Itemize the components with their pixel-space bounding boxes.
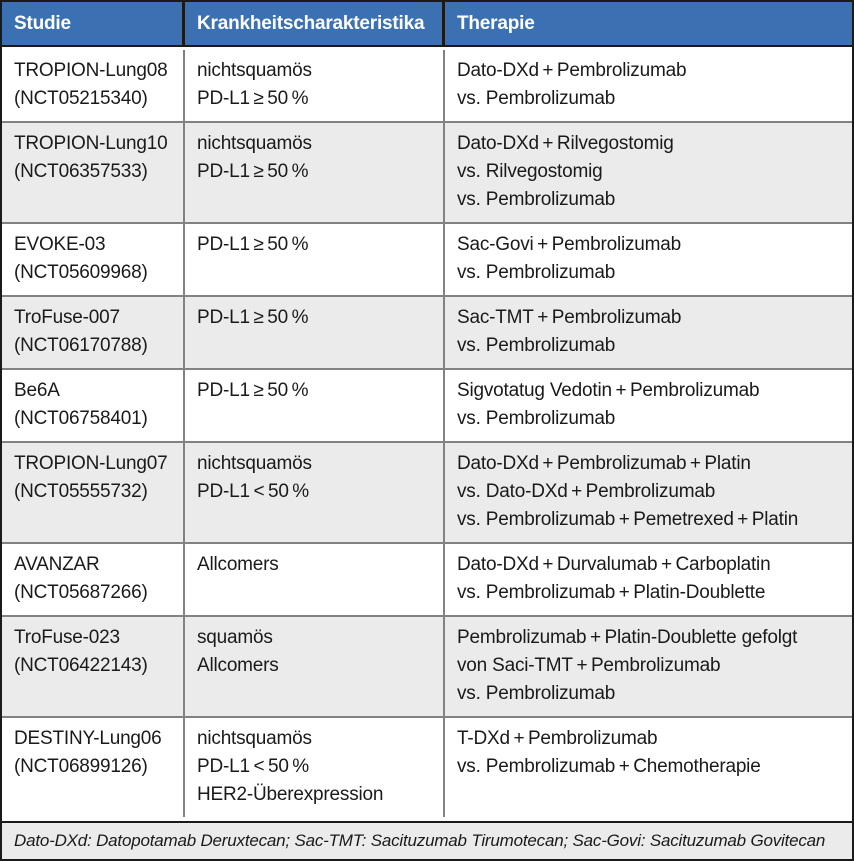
cell-line: vs. Dato-DXd + Pembrolizumab (457, 481, 716, 502)
cell-line: DESTINY-Lung06 (14, 728, 162, 749)
cell-line: TROPION-Lung10 (14, 133, 168, 154)
study-cell (2, 718, 185, 817)
cell-line: vs. Pembrolizumab (457, 683, 616, 704)
cell-line: vs. Pembrolizumab (457, 262, 616, 283)
cell-line: HER2-Überexpression (197, 784, 384, 805)
table-row (2, 295, 852, 368)
cell-line: PD-L1 ≥ 50 % (197, 88, 309, 109)
cell-line: TROPION-Lung07 (14, 453, 168, 474)
column-header-therapie: Therapie (457, 13, 535, 34)
table-row (2, 716, 852, 817)
cell-line: nichtsquamös (197, 453, 312, 474)
cell-line: Be6A (14, 380, 60, 401)
table-header-row (2, 2, 852, 47)
table-row (2, 368, 852, 441)
cell-line: vs. Pembrolizumab + Platin-Doublette (457, 582, 766, 603)
cell-line: PD-L1 ≥ 50 % (197, 161, 309, 182)
characteristics-cell (185, 443, 445, 542)
study-cell (2, 617, 185, 716)
cell-line: (NCT06899126) (14, 756, 148, 777)
column-header-krankheitscharakteristika: Krankheitscharakteristika (185, 2, 445, 45)
therapy-cell (445, 443, 852, 542)
therapy-cell (445, 123, 852, 222)
cell-line: AVANZAR (14, 554, 100, 575)
cell-line: PD-L1 ≥ 50 % (197, 307, 309, 328)
therapy-cell (445, 50, 852, 121)
characteristics-cell (185, 718, 445, 817)
cell-line: von Saci-TMT + Pembrolizumab (457, 655, 721, 676)
cell-line: nichtsquamös (197, 728, 312, 749)
cell-line: EVOKE-03 (14, 234, 106, 255)
table-row (2, 615, 852, 716)
cell-line: nichtsquamös (197, 60, 312, 81)
cell-line: TROPION-Lung08 (14, 60, 168, 81)
cell-line: Allcomers (197, 554, 279, 575)
cell-line: vs. Pembrolizumab + Chemotherapie (457, 756, 761, 777)
table-row (2, 441, 852, 542)
cell-line: nichtsquamös (197, 133, 312, 154)
cell-line: Sac-Govi + Pembrolizumab (457, 234, 682, 255)
cell-line: (NCT06422143) (14, 655, 148, 676)
study-cell (2, 50, 185, 121)
cell-line: vs. Pembrolizumab (457, 189, 616, 210)
cell-line: vs. Pembrolizumab (457, 88, 616, 109)
cell-line: (NCT06170788) (14, 335, 148, 356)
cell-line: (NCT06758401) (14, 408, 148, 429)
cell-line: Dato-DXd + Durvalumab + Carboplatin (457, 554, 771, 575)
cell-line: vs. Pembrolizumab (457, 335, 616, 356)
table-row (2, 50, 852, 121)
cell-line: PD-L1 ≥ 50 % (197, 234, 309, 255)
cell-line: PD-L1 ≥ 50 % (197, 380, 309, 401)
cell-line: Dato-DXd + Pembrolizumab (457, 60, 687, 81)
characteristics-cell (185, 297, 445, 368)
study-cell (2, 443, 185, 542)
cell-line: Dato-DXd + Rilvegostomig (457, 133, 674, 154)
table-row (2, 222, 852, 295)
cell-line: Allcomers (197, 655, 279, 676)
characteristics-cell (185, 370, 445, 441)
therapy-cell (445, 224, 852, 295)
cell-line: Sac-TMT + Pembrolizumab (457, 307, 682, 328)
table-row (2, 542, 852, 615)
therapy-cell (445, 370, 852, 441)
cell-line: Pembrolizumab + Platin-Doublette gefolgt (457, 627, 798, 648)
study-cell (2, 224, 185, 295)
cell-line: Dato-DXd + Pembrolizumab + Platin (457, 453, 751, 474)
cell-line: (NCT06357533) (14, 161, 148, 182)
cell-line: (NCT05687266) (14, 582, 148, 603)
characteristics-cell (185, 544, 445, 615)
cell-line: (NCT05215340) (14, 88, 148, 109)
therapy-cell (445, 718, 852, 817)
cell-line: vs. Rilvegostomig (457, 161, 603, 182)
characteristics-cell (185, 224, 445, 295)
abbreviations-footnote: Dato-DXd: Datopotamab Deruxtecan; Sac-TMT: Sacituzumab Tirumotecan; Sac-Govi: Sacituzumab Govitecan (2, 821, 852, 859)
cell-line: PD-L1 < 50 % (197, 756, 309, 777)
characteristics-cell (185, 123, 445, 222)
cell-line: TroFuse-007 (14, 307, 120, 328)
cell-line: TroFuse-023 (14, 627, 120, 648)
therapy-cell (445, 544, 852, 615)
column-header-studie: Studie (2, 2, 185, 45)
cell-line: vs. Pembrolizumab (457, 408, 616, 429)
table-row (2, 121, 852, 222)
cell-line: (NCT05609968) (14, 262, 148, 283)
cell-line: (NCT05555732) (14, 481, 148, 502)
cell-line: Sigvotatug Vedotin + Pembrolizumab (457, 380, 760, 401)
therapy-cell (445, 297, 852, 368)
cell-line: PD-L1 < 50 % (197, 481, 309, 502)
cell-line: T-DXd + Pembrolizumab (457, 728, 658, 749)
table-body (2, 50, 852, 821)
study-cell (2, 370, 185, 441)
study-cell (2, 544, 185, 615)
study-cell (2, 297, 185, 368)
study-cell (2, 123, 185, 222)
characteristics-cell (185, 50, 445, 121)
characteristics-cell (185, 617, 445, 716)
therapy-cell (445, 617, 852, 716)
cell-line: vs. Pembrolizumab + Pemetrexed + Platin (457, 509, 799, 530)
cell-line: squamös (197, 627, 273, 648)
